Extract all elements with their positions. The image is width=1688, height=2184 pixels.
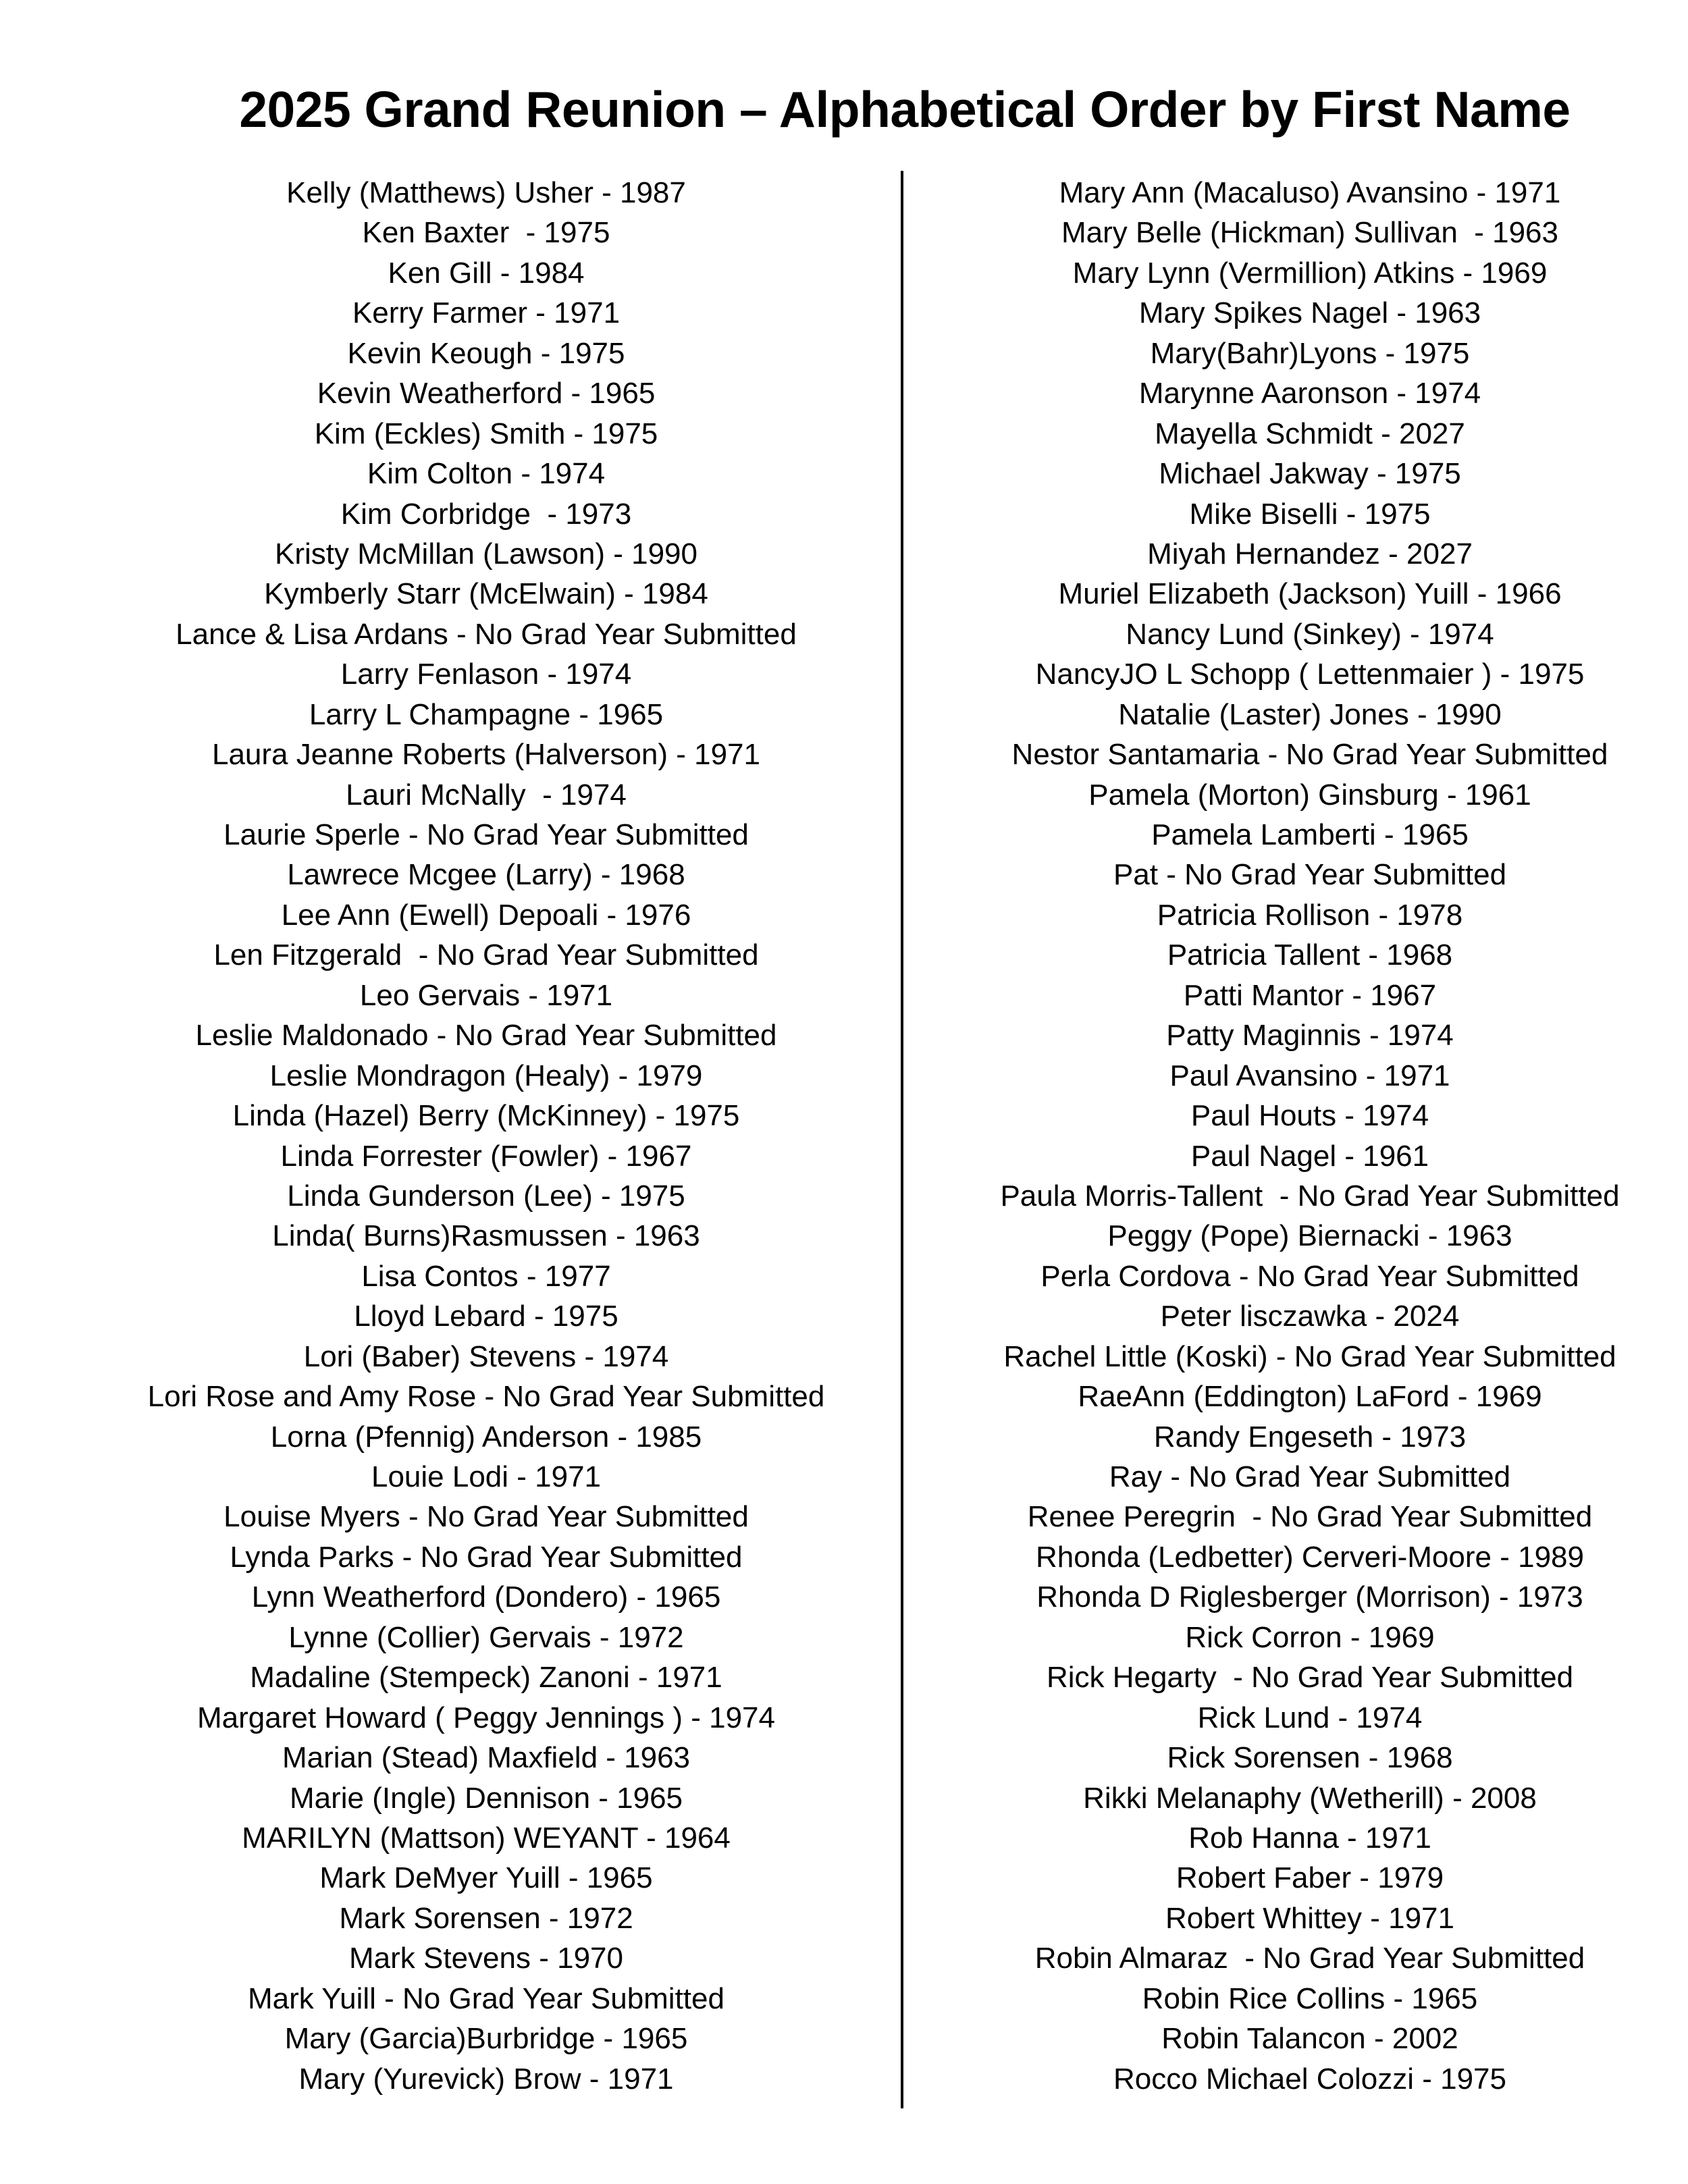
attendee-entry: Robin Talancon - 2002 <box>1161 2022 1458 2056</box>
attendee-entry: Renee Peregrin - No Grad Year Submitted <box>1027 1500 1593 1534</box>
attendee-entry: Margaret Howard ( Peggy Jennings ) - 1974 <box>197 1701 775 1734</box>
attendee-entry: Mark Yuill - No Grad Year Submitted <box>248 1981 724 2015</box>
attendee-entry: Paula Morris-Tallent - No Grad Year Submitted <box>1000 1179 1620 1213</box>
attendee-entry: Perla Cordova - No Grad Year Submitted <box>1040 1259 1579 1293</box>
attendee-entry: Lee Ann (Ewell) Depoali - 1976 <box>281 898 691 932</box>
attendee-entry: Kelly (Matthews) Usher - 1987 <box>286 176 686 209</box>
attendee-entry: Mary Belle (Hickman) Sullivan - 1963 <box>1061 216 1559 250</box>
attendee-entry: Kim Colton - 1974 <box>367 457 606 491</box>
attendee-entry: Marynne Aaronson - 1974 <box>1138 377 1481 410</box>
attendee-entry: Len Fitzgerald - No Grad Year Submitted <box>213 938 759 972</box>
attendee-entry: RaeAnn (Eddington) LaFord - 1969 <box>1078 1380 1542 1414</box>
attendee-entry: NancyJO L Schopp ( Lettenmaier ) - 1975 <box>1035 658 1585 691</box>
attendee-entry: Robert Faber - 1979 <box>1176 1861 1444 1895</box>
attendee-entry: Lorna (Pfennig) Anderson - 1985 <box>270 1420 702 1454</box>
attendee-entry: Natalie (Laster) Jones - 1990 <box>1118 697 1502 731</box>
right-name-column <box>932 173 1688 2099</box>
attendee-entry: Randy Engeseth - 1973 <box>1153 1420 1467 1454</box>
attendee-entry: Lori (Baber) Stevens - 1974 <box>303 1339 669 1373</box>
attendee-entry: Rhonda D Riglesberger (Morrison) - 1973 <box>1036 1580 1583 1614</box>
attendee-entry: Lynn Weatherford (Dondero) - 1965 <box>251 1580 721 1614</box>
attendee-entry: Mark Sorensen - 1972 <box>339 1901 633 1935</box>
attendee-entry: Muriel Elizabeth (Jackson) Yuill - 1966 <box>1058 577 1562 611</box>
attendee-entry: Kevin Keough - 1975 <box>347 336 625 370</box>
attendee-entry: Rikki Melanaphy (Wetherill) - 2008 <box>1083 1781 1537 1815</box>
attendee-entry: Ray - No Grad Year Submitted <box>1109 1460 1511 1493</box>
attendee-entry: Patti Mantor - 1967 <box>1183 978 1437 1012</box>
attendee-entry: Paul Houts - 1974 <box>1190 1099 1429 1133</box>
attendee-entry: Lawrece Mcgee (Larry) - 1968 <box>287 858 685 892</box>
attendee-entry: MARILYN (Mattson) WEYANT - 1964 <box>242 1821 731 1855</box>
attendee-entry: Rachel Little (Koski) - No Grad Year Submitted <box>1003 1339 1616 1373</box>
attendee-entry: Robert Whittey - 1971 <box>1165 1901 1454 1935</box>
attendee-entry: Pamela (Morton) Ginsburg - 1961 <box>1088 778 1531 811</box>
attendee-entry: Nancy Lund (Sinkey) - 1974 <box>1126 617 1494 651</box>
attendee-entry: Pat - No Grad Year Submitted <box>1113 858 1507 892</box>
attendee-entry: Ken Baxter - 1975 <box>362 216 610 250</box>
attendee-entry: Larry L Champagne - 1965 <box>309 697 664 731</box>
attendee-entry: Rhonda (Ledbetter) Cerveri-Moore - 1989 <box>1036 1540 1584 1574</box>
attendee-entry: Miyah Hernandez - 2027 <box>1147 537 1473 570</box>
attendee-entry: Laura Jeanne Roberts (Halverson) - 1971 <box>211 738 760 772</box>
attendee-entry: Leslie Mondragon (Healy) - 1979 <box>269 1059 703 1092</box>
attendee-entry: Kymberly Starr (McElwain) - 1984 <box>264 577 708 611</box>
attendee-entry: Lloyd Lebard - 1975 <box>354 1300 618 1333</box>
attendee-entry: Mayella Schmidt - 2027 <box>1155 417 1465 450</box>
attendee-entry: Leslie Maldonado - No Grad Year Submitted <box>195 1019 777 1053</box>
attendee-entry: Peggy (Pope) Biernacki - 1963 <box>1107 1219 1512 1253</box>
attendee-entry: Michael Jakway - 1975 <box>1159 457 1461 491</box>
attendee-entry: Kim (Eckles) Smith - 1975 <box>314 417 658 450</box>
attendee-entry: Paul Nagel - 1961 <box>1190 1139 1429 1173</box>
attendee-entry: Patricia Tallent - 1968 <box>1167 938 1453 972</box>
attendee-entry: Mark Stevens - 1970 <box>349 1942 623 1975</box>
attendee-entry: Robin Almaraz - No Grad Year Submitted <box>1034 1942 1585 1975</box>
attendee-entry: Linda( Burns)Rasmussen - 1963 <box>272 1219 700 1253</box>
attendee-entry: Lance & Lisa Ardans - No Grad Year Submitted <box>176 617 797 651</box>
attendee-entry: Madaline (Stempeck) Zanoni - 1971 <box>250 1661 722 1695</box>
attendee-entry: Mary(Bahr)Lyons - 1975 <box>1150 336 1470 370</box>
attendee-entry: Mark DeMyer Yuill - 1965 <box>319 1861 653 1895</box>
attendee-entry: Kristy McMillan (Lawson) - 1990 <box>275 537 697 570</box>
attendee-entry: Kerry Farmer - 1971 <box>352 296 621 330</box>
attendee-entry: Mike Biselli - 1975 <box>1189 497 1431 531</box>
attendee-entry: Linda Forrester (Fowler) - 1967 <box>280 1139 692 1173</box>
attendee-entry: Nestor Santamaria - No Grad Year Submitted <box>1011 738 1608 772</box>
attendee-entry: Marie (Ingle) Dennison - 1965 <box>289 1781 683 1815</box>
attendee-entry: Mary (Garcia)Burbridge - 1965 <box>284 2022 688 2056</box>
attendee-entry: Larry Fenlason - 1974 <box>340 658 632 691</box>
attendee-entry: Louise Myers - No Grad Year Submitted <box>223 1500 749 1534</box>
attendee-entry: Robin Rice Collins - 1965 <box>1142 1981 1478 2015</box>
left-name-column <box>122 173 851 2099</box>
attendee-entry: Patricia Rollison - 1978 <box>1157 898 1463 932</box>
attendee-entry: Pamela Lamberti - 1965 <box>1151 818 1469 851</box>
attendee-entry: Paul Avansino - 1971 <box>1169 1059 1450 1092</box>
attendee-entry: Peter lisczawka - 2024 <box>1160 1300 1460 1333</box>
attendee-entry: Marian (Stead) Maxfield - 1963 <box>282 1741 691 1775</box>
attendee-entry: Rob Hanna - 1971 <box>1188 1821 1431 1855</box>
page-title: 2025 Grand Reunion – Alphabetical Order by First Name <box>239 81 1571 138</box>
attendee-entry: Mary (Yurevick) Brow - 1971 <box>298 2062 674 2096</box>
attendee-entry: Mary Lynn (Vermillion) Atkins - 1969 <box>1072 256 1548 290</box>
attendee-entry: Rick Hegarty - No Grad Year Submitted <box>1046 1661 1574 1695</box>
attendee-entry: Patty Maginnis - 1974 <box>1166 1019 1454 1053</box>
attendee-entry: Lauri McNally - 1974 <box>346 778 627 811</box>
attendee-entry: Laurie Sperle - No Grad Year Submitted <box>223 818 749 851</box>
attendee-entry: Kim Corbridge - 1973 <box>340 497 632 531</box>
attendee-entry: Louie Lodi - 1971 <box>371 1460 602 1493</box>
attendee-entry: Linda (Hazel) Berry (McKinney) - 1975 <box>232 1099 740 1133</box>
attendee-entry: Lynda Parks - No Grad Year Submitted <box>230 1540 743 1574</box>
column-divider <box>901 171 903 2108</box>
attendee-entry: Lisa Contos - 1977 <box>361 1259 611 1293</box>
attendee-entry: Lori Rose and Amy Rose - No Grad Year Submitted <box>147 1380 825 1414</box>
attendee-entry: Lynne (Collier) Gervais - 1972 <box>288 1620 684 1654</box>
attendee-entry: Linda Gunderson (Lee) - 1975 <box>287 1179 685 1213</box>
attendee-entry: Mary Ann (Macaluso) Avansino - 1971 <box>1059 176 1561 209</box>
attendee-entry: Rocco Michael Colozzi - 1975 <box>1113 2062 1507 2096</box>
attendee-entry: Kevin Weatherford - 1965 <box>317 377 656 410</box>
attendee-entry: Rick Corron - 1969 <box>1185 1620 1435 1654</box>
attendee-entry: Leo Gervais - 1971 <box>359 978 613 1012</box>
attendee-entry: Ken Gill - 1984 <box>388 256 585 290</box>
attendee-entry: Rick Lund - 1974 <box>1197 1701 1423 1734</box>
attendee-entry: Rick Sorensen - 1968 <box>1167 1741 1453 1775</box>
attendee-entry: Mary Spikes Nagel - 1963 <box>1138 296 1481 330</box>
